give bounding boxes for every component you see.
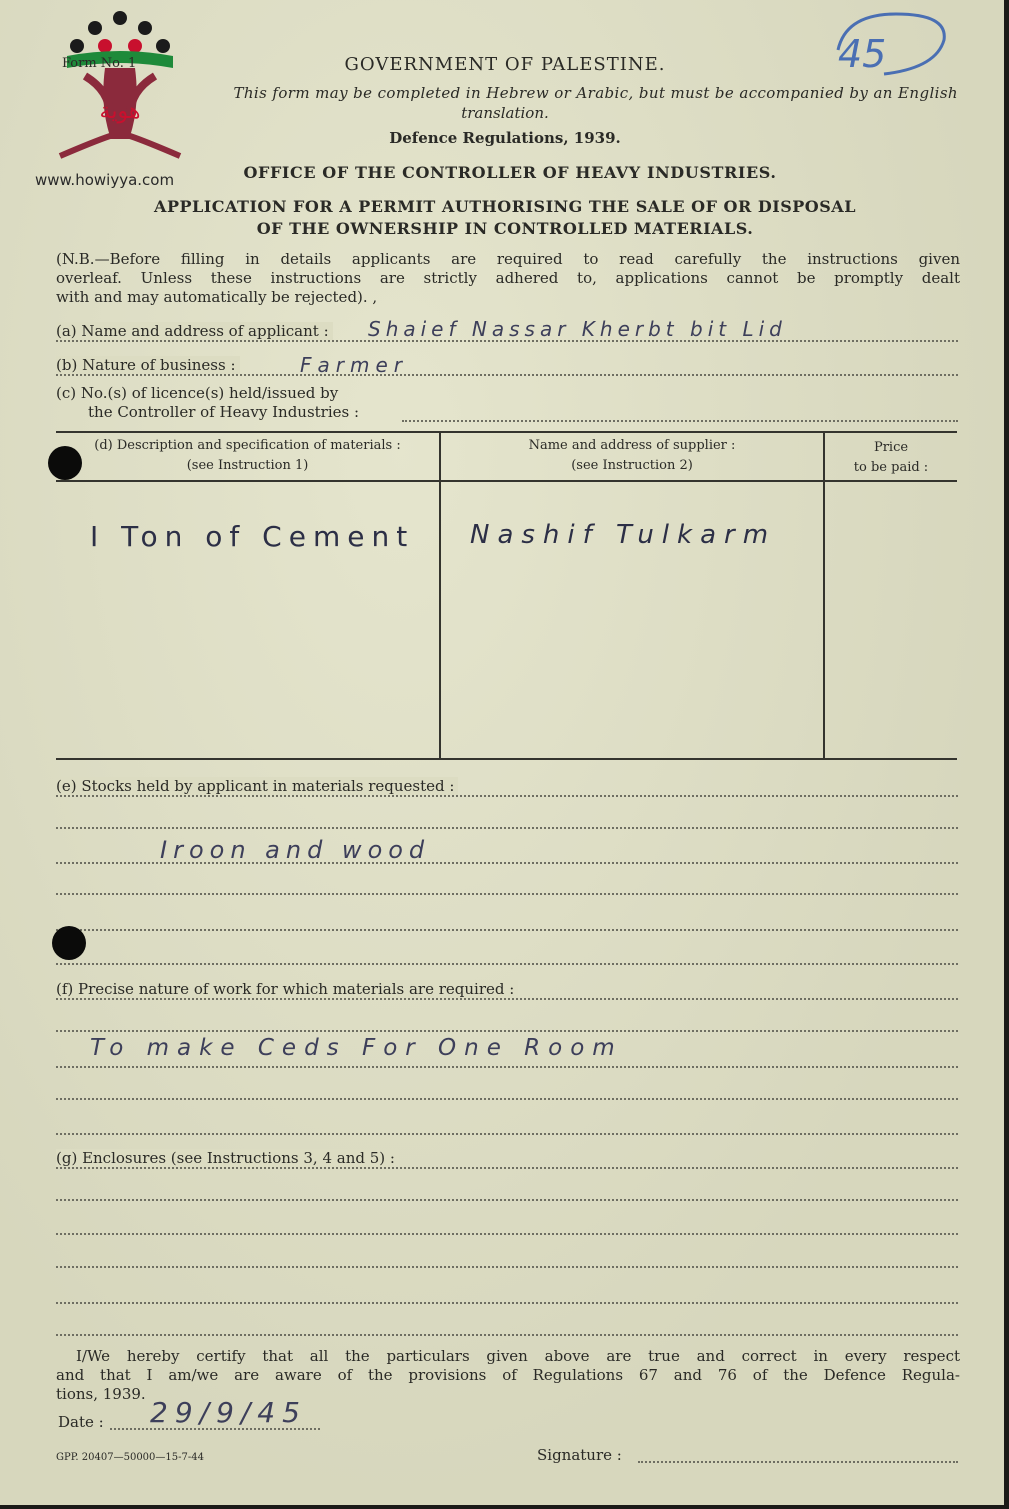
field-b-label: (b) Nature of business : [56, 356, 240, 374]
language-note: This form may be completed in Hebrew or Arabic, but must be accompanied by an English [233, 84, 958, 102]
nb-note [56, 250, 960, 307]
section-f-label: (f) Precise nature of work for which materials are required : [56, 980, 518, 998]
section-f-line [56, 1066, 958, 1068]
field-b-value[interactable]: Farmer [300, 353, 408, 377]
section-f-value[interactable]: To make Ceds For One Room [90, 1035, 623, 1061]
table-header-text: Price [873, 440, 909, 455]
field-c-label-2: the Controller of Heavy Industries : [88, 403, 360, 421]
certification-line: tions, 1939. [56, 1385, 146, 1403]
section-g-line [56, 1266, 958, 1268]
certification-line: and that I am/we are aware of the provisions of Regulations 67 and 76 of the Defence Regula- [56, 1366, 960, 1384]
nb-line: with and may automatically be rejected). , [56, 288, 378, 306]
svg-text:هوية: هوية [99, 99, 141, 124]
section-f-line [56, 998, 958, 1000]
regulations-heading: Defence Regulations, 1939. [389, 129, 621, 147]
form-title-line-1: APPLICATION FOR A PERMIT AUTHORISING THE SALE OF OR DISPOSAL [154, 197, 856, 216]
form-number: Form No. 1 [62, 56, 137, 71]
table-cell-description[interactable]: I Ton of Cement [90, 520, 415, 553]
section-g-line [56, 1199, 958, 1201]
stamp-number-text: 45 [838, 32, 887, 76]
table-header-text: Name and address of supplier : [528, 438, 736, 453]
field-c-line[interactable] [402, 420, 958, 422]
language-note-2: translation. [461, 104, 549, 122]
date-value[interactable]: 29/9/45 [150, 1396, 307, 1429]
field-c-label: (c) No.(s) of licence(s) held/issued by [56, 384, 339, 402]
section-f-line [56, 1098, 958, 1100]
printer-code: GPP. 20407—50000—15-7-44 [56, 1452, 204, 1463]
section-e-line [56, 893, 958, 895]
punch-hole [52, 926, 86, 960]
table-header-text: (see Instruction 1) [186, 458, 309, 473]
table-header-text: (d) Description and specification of materials : [94, 438, 401, 453]
table-header-rule [56, 480, 957, 482]
table-top-rule [56, 431, 957, 433]
table-header-description [56, 436, 439, 476]
office-heading: OFFICE OF THE CONTROLLER OF HEAVY INDUSTRIES. [243, 163, 777, 182]
table-cell-supplier[interactable]: Nashif Tulkarm [470, 520, 777, 550]
section-f-line [56, 1133, 958, 1135]
field-a-value[interactable]: Shaief Nassar Kherbt bit Lid [368, 317, 787, 341]
table-divider-2 [823, 431, 825, 759]
field-b-line [56, 374, 958, 376]
date-label: Date : [58, 1413, 104, 1431]
section-g-label: (g) Enclosures (see Instructions 3, 4 and 5) : [56, 1149, 399, 1167]
section-g-line [56, 1233, 958, 1235]
section-e-line [56, 795, 958, 797]
table-header-supplier [441, 436, 823, 476]
section-f-line [56, 1030, 958, 1032]
signature-line[interactable] [638, 1461, 958, 1463]
nb-line: (N.B.—Before filling in details applicants are required to read carefully the instructions given [56, 250, 960, 268]
form-title-line-2: OF THE OWNERSHIP IN CONTROLLED MATERIALS. [256, 219, 754, 238]
section-e-line [56, 963, 958, 965]
table-header-text: (see Instruction 2) [571, 458, 693, 473]
section-e-label: (e) Stocks held by applicant in materials requested : [56, 777, 458, 795]
section-e-value[interactable]: Iroon and wood [160, 836, 431, 864]
section-e-line [56, 827, 958, 829]
section-g-line [56, 1302, 958, 1304]
logo-site-text: www.howiyya.com [35, 171, 175, 189]
punch-hole [48, 446, 82, 480]
table-divider-1 [439, 431, 441, 759]
section-g-line [56, 1167, 958, 1169]
section-e-line [56, 929, 958, 931]
table-header-price [825, 438, 957, 478]
nb-line: overleaf. Unless these instructions are strictly adhered to, applications cannot be promptly dealt [56, 269, 960, 287]
table-cell-price[interactable] [830, 520, 950, 550]
table-bottom-rule [56, 758, 957, 760]
section-g-line [56, 1334, 958, 1336]
table-header-text: to be paid : [853, 460, 929, 475]
signature-label: Signature : [537, 1446, 622, 1464]
government-heading: GOVERNMENT OF PALESTINE. [344, 54, 666, 75]
field-a-label: (a) Name and address of applicant : [56, 322, 333, 340]
certification-line: I/We hereby certify that all the particulars given above are true and correct in every respect [76, 1347, 960, 1365]
